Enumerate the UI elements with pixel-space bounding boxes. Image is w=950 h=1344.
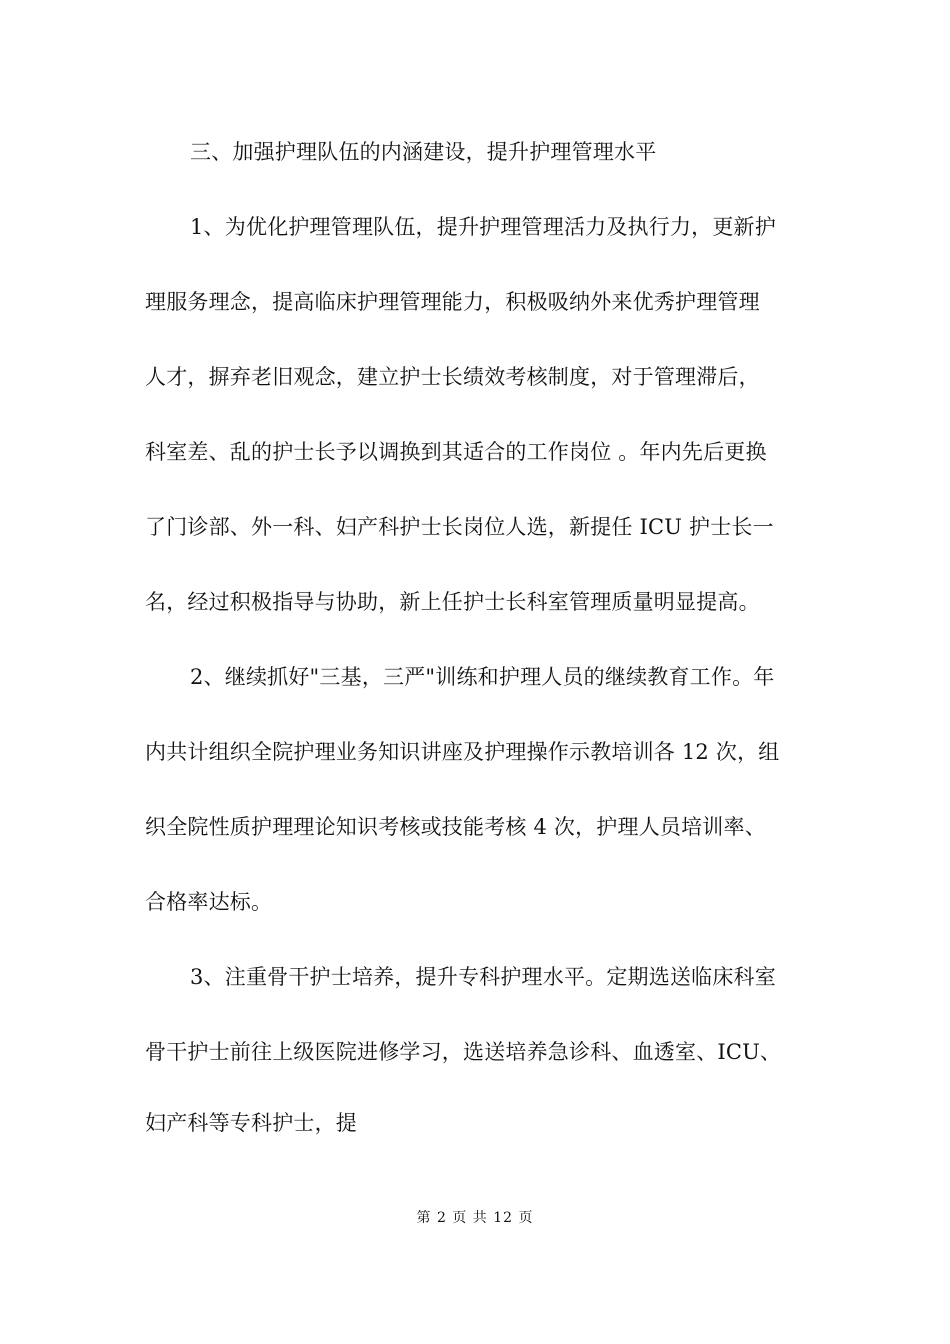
paragraph-line: 人才，摒弃老旧观念，建立护士长绩效考核制度，对于管理滞后， (145, 365, 760, 389)
paragraph-line: 理服务理念，提高临床护理管理能力，积极吸纳外来优秀护理管理 (145, 290, 760, 314)
paragraph-line: 2、继续抓好"三基，三严"训练和护理人员的继续教育工作。年 (190, 665, 775, 689)
paragraph-line: 织全院性质护理理论知识考核或技能考核 4 次，护理人员培训率、 (145, 815, 766, 839)
paragraph-line: 骨干护士前往上级医院进修学习，选送培养急诊科、血透室、ICU、 (145, 1040, 782, 1064)
paragraph-line: 合格率达标。 (145, 890, 273, 914)
paragraph-line: 了门诊部、外一科、妇产科护士长岗位人选，新提任 ICU 护士长一 (145, 515, 774, 539)
paragraph-line: 3、注重骨干护士培养，提升专科护理水平。定期选送临床科室 (190, 965, 776, 989)
paragraph-line: 科室差、乱的护士长予以调换到其适合的工作岗位 。年内先后更换 (145, 440, 767, 464)
section-heading: 三、加强护理队伍的内涵建设，提升护理管理水平 (190, 140, 657, 164)
page-footer: 第 2 页 共 12 页 (416, 1210, 534, 1226)
paragraph-line: 名，经过积极指导与协助，新上任护士长科室管理质量明显提高。 (145, 590, 760, 614)
paragraph-line: 内共计组织全院护理业务知识讲座及护理操作示教培训各 12 次，组 (145, 740, 780, 764)
paragraph-line: 妇产科等专科护士，提 (145, 1111, 357, 1135)
paragraph-line: 1、为优化护理管理队伍，提升护理管理活力及执行力，更新护 (190, 215, 776, 239)
